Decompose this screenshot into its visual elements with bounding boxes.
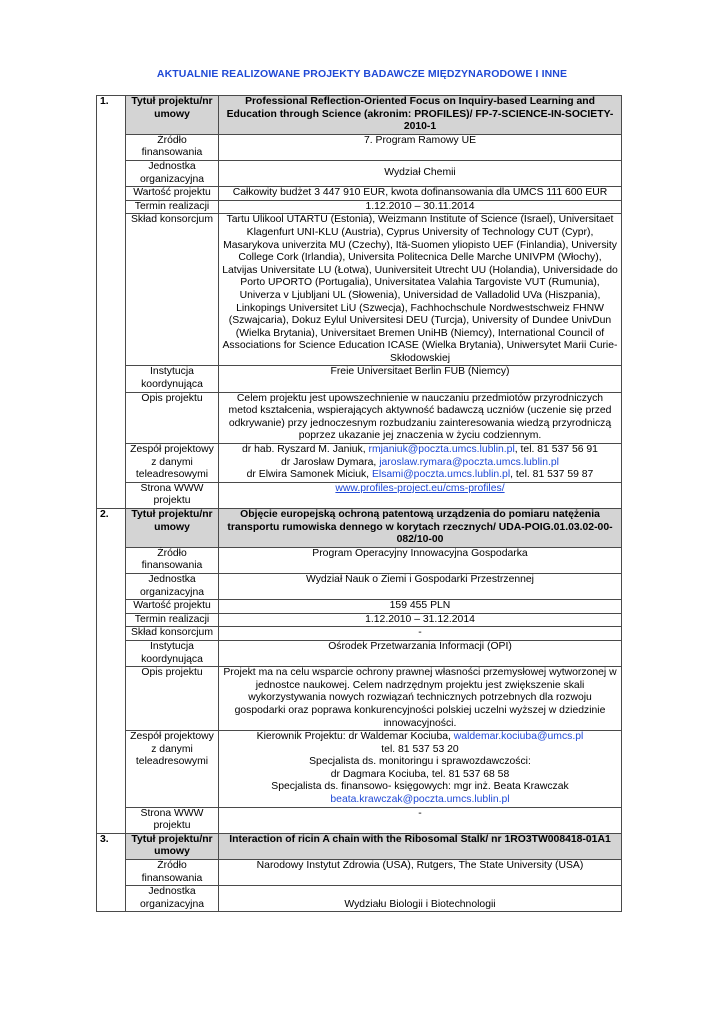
value-zrodlo: 7. Program Ramowy UE xyxy=(219,134,622,160)
label-sklad: Skład konsorcjum xyxy=(126,214,219,366)
value-zespol xyxy=(219,444,622,483)
value-jednostka: Wydział Chemii xyxy=(219,160,622,186)
label-termin: Termin realizacji xyxy=(126,613,219,627)
value-opis: Celem projektu jest upowszechnienie w nauczaniu przedmiotów przyrodniczych metod kształcenia, wspierających aktywność badawczą uczniów (uczenie się przed odkrywanie) przy jednoczesnym rozbudzaniu zainteresowania wiedzą przyrodniczą poprzez ukazanie jej znaczenia w życiu codziennym. xyxy=(219,392,622,443)
email-link[interactable]: Elsami@poczta.umcs.lublin.pl xyxy=(371,469,511,481)
label-zespol: Zespół projektowy z danymi teleadresowymi xyxy=(126,731,219,808)
value-sklad: - xyxy=(219,627,622,641)
row-strona xyxy=(97,482,622,508)
row-wartosc xyxy=(97,187,622,201)
label-opis: Opis projektu xyxy=(126,392,219,443)
value-instytucja: Freie Universitaet Berlin FUB (Niemcy) xyxy=(219,366,622,392)
value-termin: 1.12.2010 – 31.12.2014 xyxy=(219,613,622,627)
row-opis xyxy=(97,667,622,731)
email-link[interactable]: rmjaniuk@poczta.umcs.lublin.pl xyxy=(368,444,515,456)
document-title: AKTUALNIE REALIZOWANE PROJEKTY BADAWCZE MIĘDZYNARODOWE I INNE xyxy=(156,68,568,80)
project-header-row xyxy=(97,833,622,859)
value-sklad: Tartu Ulikool UTARTU (Estonia), Weizmann Institute of Science (Israel), Universitaet Klagenfurt UNI-KLU (Austria), Cyprus University of Technology CUT (Cypr), Masarykova univerzita MU (Czechy), Itä-Suomen yliopisto UEF (Finlandia), University College Cork (Irlandia), Universita Politecnica Delle Marche UNIVPM (Włochy), Latvijas Universitate LU (Łotwa), Uuniversiteit Utrecht UU (Holandia), Universidade do Porto UPORTO (Portugalia), Universitatea Valahia Targoviste VUT (Rumunia), Univerza v Ljubljani UL (Słowenia), Universidad de Valladolid UVa (Hiszpania), Linkopings Universitet LiU (Szwecja), Fachhochschule Nordwestschweiz FHNW (Szwajcaria), Dokuz Eylul Universitesi DEU (Turcja), University of Dundee UnivDun (Wielka Brytania), Universitaet Bremen UniHB (Niemcy), International Council of Associations for Science Education ICASE (Wielka Brytania), Uniwersytet Marii Curie-Skłodowskiej xyxy=(219,214,622,366)
row-termin xyxy=(97,613,622,627)
value-instytucja: Ośrodek Przetwarzania Informacji (OPI) xyxy=(219,640,622,666)
row-zespol xyxy=(97,444,622,483)
label-jednostka: Jednostka organizacyjna xyxy=(126,886,219,912)
website-link[interactable]: www.profiles-project.eu/cms-profiles/ xyxy=(335,482,505,494)
label-wartosc: Wartość projektu xyxy=(126,187,219,201)
project-number: 2. xyxy=(97,509,126,834)
team-member: dr hab. Ryszard M. Janiuk, rmjaniuk@poczta.umcs.lublin.pl, tel. 81 537 56 91 xyxy=(242,444,598,456)
project-number: 1. xyxy=(97,96,126,509)
label-zrodlo: Źródło finansowania xyxy=(126,547,219,573)
label-strona: Strona WWW projektu xyxy=(126,807,219,833)
label-wartosc: Wartość projektu xyxy=(126,600,219,614)
value-opis: Projekt ma na celu wsparcie ochrony prawnej własności przemysłowej wytworzonej w jednostce naukowej. Celem nadrzędnym projektu jest zwiększenie skali wykorzystywania nowych rozwiązań technicznych potrzebnych dla rozwoju gospodarki oraz poprawa konkurencyjności polskiej uczelni wyższej w dziedzinie innowacyjności. xyxy=(219,667,622,731)
value-wartosc: 159 455 PLN xyxy=(219,600,622,614)
label-strona: Strona WWW projektu xyxy=(126,482,219,508)
value-strona xyxy=(219,482,622,508)
label-zrodlo: Źródło finansowania xyxy=(126,134,219,160)
row-strona xyxy=(97,807,622,833)
label-instytucja: Instytucja koordynująca xyxy=(126,366,219,392)
project-header-row xyxy=(97,96,622,135)
row-instytucja xyxy=(97,640,622,666)
row-termin xyxy=(97,200,622,214)
label-title: Tytuł projektu/nr umowy xyxy=(126,509,219,548)
value-zespol xyxy=(219,731,622,808)
row-jednostka xyxy=(97,573,622,599)
value-wartosc: Całkowity budżet 3 447 910 EUR, kwota dofinansowania dla UMCS 111 600 EUR xyxy=(219,187,622,201)
row-wartosc xyxy=(97,600,622,614)
project-title: Professional Reflection-Oriented Focus on Inquiry-based Learning and Education through Science (akronim: PROFILES)/ FP-7-SCIENCE-IN-SOCIETY-2010-1 xyxy=(219,96,622,135)
row-zespol xyxy=(97,731,622,808)
team-member: Specjalista ds. finansowo- księgowych: mgr inż. Beata Krawczak xyxy=(271,781,569,793)
project-title: Interaction of ricin A chain with the Ribosomal Stalk/ nr 1RO3TW008418-01A1 xyxy=(219,833,622,859)
label-zespol: Zespół projektowy z danymi teleadresowymi xyxy=(126,444,219,483)
project-title: Objęcie europejską ochroną patentową urządzenia do pomiaru natężenia transportu rumowiska dennego w korytach rzecznych/ UDA-POIG.01.03.02-00-082/10-00 xyxy=(219,509,622,548)
team-member: dr Jarosław Dymara, jaroslaw.rymara@poczta.umcs.lublin.pl xyxy=(281,456,559,468)
team-member: dr Dagmara Kociuba, tel. 81 537 68 58 xyxy=(330,768,510,780)
email-link[interactable]: jaroslaw.rymara@poczta.umcs.lublin.pl xyxy=(379,456,559,468)
project-number: 3. xyxy=(97,833,126,912)
team-role: Specjalista ds. monitoringu i sprawozdawczości: xyxy=(309,756,531,768)
label-jednostka: Jednostka organizacyjna xyxy=(126,573,219,599)
team-phone: tel. 81 537 53 20 xyxy=(381,743,459,755)
label-termin: Termin realizacji xyxy=(126,200,219,214)
value-strona: - xyxy=(219,807,622,833)
row-instytucja xyxy=(97,366,622,392)
team-member: Kierownik Projektu: dr Waldemar Kociuba, waldemar.kociuba@umcs.pl xyxy=(256,731,584,743)
row-sklad xyxy=(97,627,622,641)
value-jednostka: Wydział Nauk o Ziemi i Gospodarki Przestrzennej xyxy=(219,573,622,599)
row-jednostka xyxy=(97,886,622,912)
row-opis xyxy=(97,392,622,443)
row-sklad xyxy=(97,214,622,366)
row-jednostka xyxy=(97,160,622,186)
label-jednostka: Jednostka organizacyjna xyxy=(126,160,219,186)
projects-table xyxy=(96,95,622,912)
value-termin: 1.12.2010 – 30.11.2014 xyxy=(219,200,622,214)
label-opis: Opis projektu xyxy=(126,667,219,731)
row-zrodlo xyxy=(97,860,622,886)
label-instytucja: Instytucja koordynująca xyxy=(126,640,219,666)
value-zrodlo: Narodowy Instytut Zdrowia (USA), Rutgers, The State University (USA) xyxy=(219,860,622,886)
value-jednostka: Wydziału Biologii i Biotechnologii xyxy=(219,886,622,912)
value-zrodlo: Program Operacyjny Innowacyjna Gospodarka xyxy=(219,547,622,573)
team-member: dr Elwira Samonek Miciuk, Elsami@poczta.umcs.lublin.pl, tel. 81 537 59 87 xyxy=(246,469,594,481)
email-link[interactable]: waldemar.kociuba@umcs.pl xyxy=(453,731,584,743)
label-title: Tytuł projektu/nr umowy xyxy=(126,96,219,135)
label-zrodlo: Źródło finansowania xyxy=(126,860,219,886)
row-zrodlo xyxy=(97,134,622,160)
project-header-row xyxy=(97,509,622,548)
label-title: Tytuł projektu/nr umowy xyxy=(126,833,219,859)
row-zrodlo xyxy=(97,547,622,573)
label-sklad: Skład konsorcjum xyxy=(126,627,219,641)
email-link[interactable]: beata.krawczak@poczta.umcs.lublin.pl xyxy=(330,794,510,806)
